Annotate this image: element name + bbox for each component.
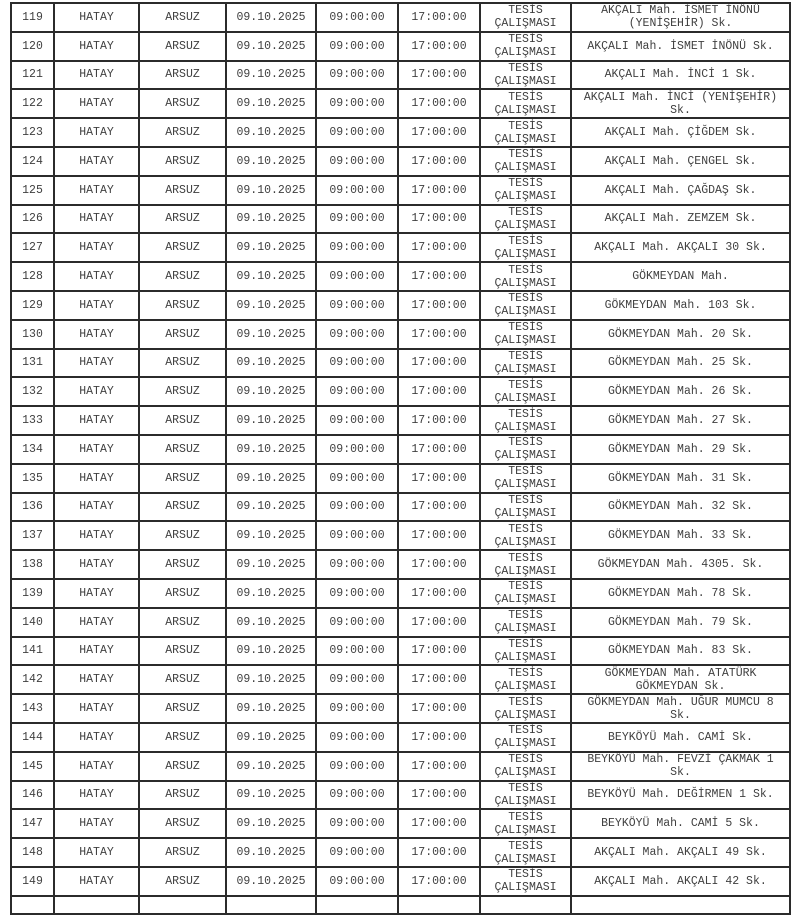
cell-work-type: TESİS ÇALIŞMASI <box>480 723 571 752</box>
cell-district: ARSUZ <box>139 61 226 90</box>
cell-number: 130 <box>11 320 54 349</box>
cell-number: 133 <box>11 406 54 435</box>
cell-date: 09.10.2025 <box>226 205 316 234</box>
cell-province: HATAY <box>54 838 139 867</box>
cell-district: ARSUZ <box>139 665 226 694</box>
cell-end-time: 17:00:00 <box>398 262 480 291</box>
cell-start-time: 09:00:00 <box>316 3 398 32</box>
cell-district: ARSUZ <box>139 809 226 838</box>
cell-date: 09.10.2025 <box>226 32 316 61</box>
cell-work-type: TESİS ÇALIŞMASI <box>480 579 571 608</box>
cell-date: 09.10.2025 <box>226 147 316 176</box>
cell-work-type: TESİS ÇALIŞMASI <box>480 377 571 406</box>
table-row <box>11 464 790 493</box>
cell-district: ARSUZ <box>139 608 226 637</box>
cell-number: 141 <box>11 637 54 666</box>
cell-district: ARSUZ <box>139 521 226 550</box>
cell-end-time: 17:00:00 <box>398 320 480 349</box>
cell-date: 09.10.2025 <box>226 406 316 435</box>
cell-district: ARSUZ <box>139 291 226 320</box>
cell-location: BEYKÖYÜ Mah. CAMİ 5 Sk. <box>571 809 790 838</box>
cell-work-type: TESİS ÇALIŞMASI <box>480 233 571 262</box>
cell-number: 145 <box>11 752 54 781</box>
cell-date: 09.10.2025 <box>226 349 316 378</box>
cell-date: 09.10.2025 <box>226 377 316 406</box>
cell-number: 124 <box>11 147 54 176</box>
cell-date: 09.10.2025 <box>226 176 316 205</box>
cell-province: HATAY <box>54 176 139 205</box>
cell-district: ARSUZ <box>139 147 226 176</box>
cell-province: HATAY <box>54 147 139 176</box>
cell-start-time: 09:00:00 <box>316 464 398 493</box>
cell-location: GÖKMEYDAN Mah. 83 Sk. <box>571 637 790 666</box>
cell-end-time: 17:00:00 <box>398 521 480 550</box>
cell-date: 09.10.2025 <box>226 608 316 637</box>
cell-district: ARSUZ <box>139 3 226 32</box>
cell-date: 09.10.2025 <box>226 694 316 723</box>
cell-end-time: 17:00:00 <box>398 32 480 61</box>
cell-start-time: 09:00:00 <box>316 118 398 147</box>
cell-date: 09.10.2025 <box>226 809 316 838</box>
cell-work-type: TESİS ÇALIŞMASI <box>480 61 571 90</box>
cell-province: HATAY <box>54 579 139 608</box>
cell-date: 09.10.2025 <box>226 464 316 493</box>
cell-date: 09.10.2025 <box>226 3 316 32</box>
cell-end-time: 17:00:00 <box>398 579 480 608</box>
cell-date: 09.10.2025 <box>226 579 316 608</box>
cell-start-time: 09:00:00 <box>316 637 398 666</box>
cell-province: HATAY <box>54 262 139 291</box>
table-row <box>11 3 790 32</box>
cell-province: HATAY <box>54 867 139 896</box>
cell-province: HATAY <box>54 349 139 378</box>
cell-location: AKÇALI Mah. İSMET İNÖNÜ (YENİŞEHİR) Sk. <box>571 3 790 32</box>
cell-start-time: 09:00:00 <box>316 579 398 608</box>
cell-start-time: 09:00:00 <box>316 521 398 550</box>
cell-location: GÖKMEYDAN Mah. 33 Sk. <box>571 521 790 550</box>
cell-district: ARSUZ <box>139 867 226 896</box>
cell-work-type: TESİS ÇALIŞMASI <box>480 205 571 234</box>
cell-date: 09.10.2025 <box>226 61 316 90</box>
cell-end-time: 17:00:00 <box>398 637 480 666</box>
table-row <box>11 493 790 522</box>
cell-work-type: TESİS ÇALIŞMASI <box>480 291 571 320</box>
cell-end-time: 17:00:00 <box>398 406 480 435</box>
cell-location: GÖKMEYDAN Mah. 103 Sk. <box>571 291 790 320</box>
cell-end-time: 17:00:00 <box>398 838 480 867</box>
cell-date: 09.10.2025 <box>226 320 316 349</box>
cell-end-time: 17:00:00 <box>398 867 480 896</box>
cell-province: HATAY <box>54 205 139 234</box>
cell-district: ARSUZ <box>139 838 226 867</box>
cell-district: ARSUZ <box>139 89 226 118</box>
cell-district: ARSUZ <box>139 233 226 262</box>
table-row <box>11 320 790 349</box>
cell-work-type: TESİS ÇALIŞMASI <box>480 838 571 867</box>
cell-province: HATAY <box>54 377 139 406</box>
cell-number: 126 <box>11 205 54 234</box>
cell-work-type: TESİS ÇALIŞMASI <box>480 464 571 493</box>
cell-start-time: 09:00:00 <box>316 752 398 781</box>
cell-district: ARSUZ <box>139 349 226 378</box>
cell-start-time: 09:00:00 <box>316 493 398 522</box>
table-row <box>11 550 790 579</box>
cell-start-time: 09:00:00 <box>316 867 398 896</box>
cell-district: ARSUZ <box>139 205 226 234</box>
cell-start-time: 09:00:00 <box>316 349 398 378</box>
cell-empty <box>571 896 790 914</box>
cell-district: ARSUZ <box>139 464 226 493</box>
cell-province: HATAY <box>54 550 139 579</box>
cell-district: ARSUZ <box>139 406 226 435</box>
table-row <box>11 723 790 752</box>
cell-province: HATAY <box>54 809 139 838</box>
cell-date: 09.10.2025 <box>226 867 316 896</box>
table-row <box>11 377 790 406</box>
cell-work-type: TESİS ÇALIŞMASI <box>480 406 571 435</box>
cell-province: HATAY <box>54 89 139 118</box>
cell-empty <box>316 896 398 914</box>
cell-date: 09.10.2025 <box>226 291 316 320</box>
table-row <box>11 205 790 234</box>
cell-end-time: 17:00:00 <box>398 493 480 522</box>
cell-date: 09.10.2025 <box>226 118 316 147</box>
cell-number: 148 <box>11 838 54 867</box>
cell-date: 09.10.2025 <box>226 550 316 579</box>
cell-number: 147 <box>11 809 54 838</box>
cell-start-time: 09:00:00 <box>316 262 398 291</box>
cell-province: HATAY <box>54 694 139 723</box>
cell-location: GÖKMEYDAN Mah. 78 Sk. <box>571 579 790 608</box>
cell-start-time: 09:00:00 <box>316 320 398 349</box>
cell-end-time: 17:00:00 <box>398 205 480 234</box>
cell-number: 121 <box>11 61 54 90</box>
cell-end-time: 17:00:00 <box>398 809 480 838</box>
cell-date: 09.10.2025 <box>226 521 316 550</box>
cell-work-type: TESİS ÇALIŞMASI <box>480 608 571 637</box>
cell-start-time: 09:00:00 <box>316 205 398 234</box>
cell-end-time: 17:00:00 <box>398 118 480 147</box>
table-row <box>11 608 790 637</box>
cell-province: HATAY <box>54 320 139 349</box>
table-row <box>11 781 790 810</box>
cell-number: 120 <box>11 32 54 61</box>
cell-end-time: 17:00:00 <box>398 608 480 637</box>
table-row <box>11 694 790 723</box>
cell-work-type: TESİS ÇALIŞMASI <box>480 867 571 896</box>
table-row <box>11 665 790 694</box>
cell-province: HATAY <box>54 493 139 522</box>
cell-location: AKÇALI Mah. İNCİ (YENİŞEHİR) Sk. <box>571 89 790 118</box>
outage-schedule-table <box>10 2 791 915</box>
cell-work-type: TESİS ÇALIŞMASI <box>480 493 571 522</box>
cell-province: HATAY <box>54 464 139 493</box>
cell-empty <box>11 896 54 914</box>
cell-empty <box>480 896 571 914</box>
cell-date: 09.10.2025 <box>226 752 316 781</box>
cell-province: HATAY <box>54 3 139 32</box>
cell-work-type: TESİS ÇALIŞMASI <box>480 781 571 810</box>
cell-number: 129 <box>11 291 54 320</box>
cell-date: 09.10.2025 <box>226 637 316 666</box>
cell-district: ARSUZ <box>139 435 226 464</box>
cell-number: 149 <box>11 867 54 896</box>
table-row <box>11 406 790 435</box>
cell-number: 144 <box>11 723 54 752</box>
cell-start-time: 09:00:00 <box>316 809 398 838</box>
cell-location: AKÇALI Mah. ÇAĞDAŞ Sk. <box>571 176 790 205</box>
table-row <box>11 521 790 550</box>
cell-end-time: 17:00:00 <box>398 233 480 262</box>
cell-district: ARSUZ <box>139 550 226 579</box>
cell-work-type: TESİS ÇALIŞMASI <box>480 694 571 723</box>
cell-province: HATAY <box>54 406 139 435</box>
cell-work-type: TESİS ÇALIŞMASI <box>480 550 571 579</box>
cell-province: HATAY <box>54 233 139 262</box>
cell-empty <box>139 896 226 914</box>
cell-start-time: 09:00:00 <box>316 435 398 464</box>
cell-province: HATAY <box>54 32 139 61</box>
cell-end-time: 17:00:00 <box>398 723 480 752</box>
cell-start-time: 09:00:00 <box>316 838 398 867</box>
cell-province: HATAY <box>54 291 139 320</box>
cell-end-time: 17:00:00 <box>398 435 480 464</box>
cell-work-type: TESİS ÇALIŞMASI <box>480 637 571 666</box>
cell-end-time: 17:00:00 <box>398 377 480 406</box>
cell-location: GÖKMEYDAN Mah. 29 Sk. <box>571 435 790 464</box>
cell-end-time: 17:00:00 <box>398 752 480 781</box>
cell-start-time: 09:00:00 <box>316 32 398 61</box>
cell-start-time: 09:00:00 <box>316 377 398 406</box>
cell-start-time: 09:00:00 <box>316 608 398 637</box>
cell-work-type: TESİS ÇALIŞMASI <box>480 118 571 147</box>
cell-district: ARSUZ <box>139 262 226 291</box>
cell-province: HATAY <box>54 118 139 147</box>
cell-work-type: TESİS ÇALIŞMASI <box>480 752 571 781</box>
table-row <box>11 349 790 378</box>
cell-end-time: 17:00:00 <box>398 3 480 32</box>
table-row <box>11 118 790 147</box>
cell-district: ARSUZ <box>139 32 226 61</box>
cell-province: HATAY <box>54 665 139 694</box>
table-row <box>11 637 790 666</box>
cell-start-time: 09:00:00 <box>316 89 398 118</box>
cell-work-type: TESİS ÇALIŞMASI <box>480 32 571 61</box>
cell-date: 09.10.2025 <box>226 435 316 464</box>
cell-location: GÖKMEYDAN Mah. 25 Sk. <box>571 349 790 378</box>
cell-number: 146 <box>11 781 54 810</box>
cell-location: GÖKMEYDAN Mah. <box>571 262 790 291</box>
cell-location: GÖKMEYDAN Mah. 4305. Sk. <box>571 550 790 579</box>
cell-district: ARSUZ <box>139 723 226 752</box>
cell-location: GÖKMEYDAN Mah. 79 Sk. <box>571 608 790 637</box>
cell-district: ARSUZ <box>139 694 226 723</box>
cell-start-time: 09:00:00 <box>316 694 398 723</box>
cell-date: 09.10.2025 <box>226 493 316 522</box>
cell-number: 123 <box>11 118 54 147</box>
cell-location: AKÇALI Mah. AKÇALI 30 Sk. <box>571 233 790 262</box>
cell-work-type: TESİS ÇALIŞMASI <box>480 435 571 464</box>
cell-location: AKÇALI Mah. ÇENGEL Sk. <box>571 147 790 176</box>
cell-location: AKÇALI Mah. ÇİĞDEM Sk. <box>571 118 790 147</box>
cell-start-time: 09:00:00 <box>316 291 398 320</box>
table-row-partial <box>11 896 790 914</box>
cell-location: GÖKMEYDAN Mah. ATATÜRK GÖKMEYDAN Sk. <box>571 665 790 694</box>
cell-start-time: 09:00:00 <box>316 406 398 435</box>
cell-work-type: TESİS ÇALIŞMASI <box>480 3 571 32</box>
cell-province: HATAY <box>54 61 139 90</box>
cell-location: GÖKMEYDAN Mah. 27 Sk. <box>571 406 790 435</box>
cell-end-time: 17:00:00 <box>398 291 480 320</box>
cell-number: 127 <box>11 233 54 262</box>
cell-empty <box>226 896 316 914</box>
cell-location: GÖKMEYDAN Mah. 31 Sk. <box>571 464 790 493</box>
cell-province: HATAY <box>54 752 139 781</box>
table-row <box>11 867 790 896</box>
cell-start-time: 09:00:00 <box>316 147 398 176</box>
cell-start-time: 09:00:00 <box>316 550 398 579</box>
cell-number: 128 <box>11 262 54 291</box>
cell-start-time: 09:00:00 <box>316 61 398 90</box>
cell-number: 125 <box>11 176 54 205</box>
cell-location: GÖKMEYDAN Mah. 32 Sk. <box>571 493 790 522</box>
cell-district: ARSUZ <box>139 752 226 781</box>
cell-location: GÖKMEYDAN Mah. 20 Sk. <box>571 320 790 349</box>
table-row <box>11 838 790 867</box>
cell-district: ARSUZ <box>139 493 226 522</box>
cell-number: 136 <box>11 493 54 522</box>
cell-start-time: 09:00:00 <box>316 176 398 205</box>
table-row <box>11 291 790 320</box>
table-row <box>11 809 790 838</box>
cell-work-type: TESİS ÇALIŞMASI <box>480 176 571 205</box>
table-row <box>11 752 790 781</box>
cell-empty <box>54 896 139 914</box>
cell-province: HATAY <box>54 781 139 810</box>
cell-date: 09.10.2025 <box>226 665 316 694</box>
table-row <box>11 435 790 464</box>
cell-work-type: TESİS ÇALIŞMASI <box>480 349 571 378</box>
cell-number: 143 <box>11 694 54 723</box>
cell-start-time: 09:00:00 <box>316 665 398 694</box>
cell-district: ARSUZ <box>139 781 226 810</box>
cell-end-time: 17:00:00 <box>398 781 480 810</box>
table-row <box>11 147 790 176</box>
table-row <box>11 176 790 205</box>
cell-district: ARSUZ <box>139 637 226 666</box>
cell-district: ARSUZ <box>139 320 226 349</box>
cell-province: HATAY <box>54 637 139 666</box>
cell-location: GÖKMEYDAN Mah. UĞUR MUMCU 8 Sk. <box>571 694 790 723</box>
cell-end-time: 17:00:00 <box>398 176 480 205</box>
cell-location: AKÇALI Mah. İSMET İNÖNÜ Sk. <box>571 32 790 61</box>
cell-location: AKÇALI Mah. İNCİ 1 Sk. <box>571 61 790 90</box>
cell-number: 119 <box>11 3 54 32</box>
cell-district: ARSUZ <box>139 579 226 608</box>
table-row <box>11 579 790 608</box>
cell-district: ARSUZ <box>139 176 226 205</box>
cell-location: BEYKÖYÜ Mah. FEVZİ ÇAKMAK 1 Sk. <box>571 752 790 781</box>
cell-work-type: TESİS ÇALIŞMASI <box>480 89 571 118</box>
table-row <box>11 89 790 118</box>
cell-location: BEYKÖYÜ Mah. CAMİ Sk. <box>571 723 790 752</box>
cell-location: BEYKÖYÜ Mah. DEĞİRMEN 1 Sk. <box>571 781 790 810</box>
cell-end-time: 17:00:00 <box>398 550 480 579</box>
cell-date: 09.10.2025 <box>226 262 316 291</box>
cell-number: 137 <box>11 521 54 550</box>
cell-number: 138 <box>11 550 54 579</box>
cell-start-time: 09:00:00 <box>316 233 398 262</box>
cell-number: 135 <box>11 464 54 493</box>
cell-end-time: 17:00:00 <box>398 61 480 90</box>
cell-number: 122 <box>11 89 54 118</box>
outage-table-body <box>11 3 790 914</box>
cell-end-time: 17:00:00 <box>398 694 480 723</box>
cell-end-time: 17:00:00 <box>398 665 480 694</box>
table-row <box>11 233 790 262</box>
cell-work-type: TESİS ÇALIŞMASI <box>480 809 571 838</box>
cell-province: HATAY <box>54 521 139 550</box>
cell-end-time: 17:00:00 <box>398 464 480 493</box>
cell-date: 09.10.2025 <box>226 233 316 262</box>
cell-date: 09.10.2025 <box>226 723 316 752</box>
cell-location: AKÇALI Mah. ZEMZEM Sk. <box>571 205 790 234</box>
table-row <box>11 262 790 291</box>
cell-work-type: TESİS ÇALIŞMASI <box>480 147 571 176</box>
cell-empty <box>398 896 480 914</box>
cell-province: HATAY <box>54 723 139 752</box>
cell-location: GÖKMEYDAN Mah. 26 Sk. <box>571 377 790 406</box>
cell-location: AKÇALI Mah. AKÇALI 49 Sk. <box>571 838 790 867</box>
cell-district: ARSUZ <box>139 377 226 406</box>
table-row <box>11 61 790 90</box>
cell-number: 132 <box>11 377 54 406</box>
cell-number: 139 <box>11 579 54 608</box>
table-row <box>11 32 790 61</box>
cell-province: HATAY <box>54 608 139 637</box>
cell-date: 09.10.2025 <box>226 838 316 867</box>
cell-number: 134 <box>11 435 54 464</box>
cell-district: ARSUZ <box>139 118 226 147</box>
cell-end-time: 17:00:00 <box>398 89 480 118</box>
cell-date: 09.10.2025 <box>226 89 316 118</box>
cell-date: 09.10.2025 <box>226 781 316 810</box>
cell-number: 142 <box>11 665 54 694</box>
cell-start-time: 09:00:00 <box>316 781 398 810</box>
cell-end-time: 17:00:00 <box>398 147 480 176</box>
cell-work-type: TESİS ÇALIŞMASI <box>480 665 571 694</box>
cell-work-type: TESİS ÇALIŞMASI <box>480 521 571 550</box>
cell-start-time: 09:00:00 <box>316 723 398 752</box>
cell-work-type: TESİS ÇALIŞMASI <box>480 320 571 349</box>
cell-number: 131 <box>11 349 54 378</box>
cell-work-type: TESİS ÇALIŞMASI <box>480 262 571 291</box>
cell-end-time: 17:00:00 <box>398 349 480 378</box>
cell-province: HATAY <box>54 435 139 464</box>
cell-number: 140 <box>11 608 54 637</box>
cell-location: AKÇALI Mah. AKÇALI 42 Sk. <box>571 867 790 896</box>
